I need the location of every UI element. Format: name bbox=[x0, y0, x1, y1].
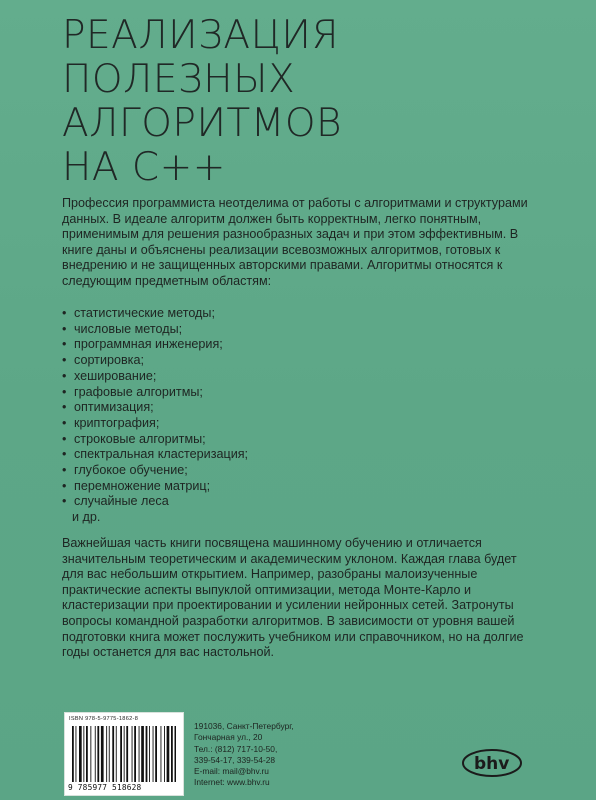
barcode-bar bbox=[72, 726, 74, 782]
barcode-bar bbox=[175, 726, 177, 782]
bullet-icon: • bbox=[62, 306, 67, 320]
bullet-icon: • bbox=[62, 384, 67, 399]
list-item bbox=[62, 369, 362, 385]
list-item-label: числовые методы; bbox=[74, 321, 183, 336]
barcode-bar bbox=[86, 726, 88, 782]
barcode-bar bbox=[171, 726, 173, 782]
barcode-bar bbox=[90, 726, 91, 782]
list-item bbox=[62, 432, 362, 448]
list-item bbox=[62, 400, 362, 416]
list-item bbox=[62, 447, 362, 463]
description-text bbox=[62, 536, 532, 661]
bhv-logo-icon bbox=[462, 738, 524, 778]
isbn-label: ISBN 978-5-9775-1862-8 bbox=[69, 716, 139, 722]
list-item-label: программная инженерия; bbox=[74, 337, 223, 352]
title-line-4: НА C++ bbox=[62, 145, 226, 190]
bullet-icon: • bbox=[62, 400, 67, 415]
bullet-icon: • bbox=[62, 463, 67, 478]
barcode-bar bbox=[76, 726, 77, 782]
barcode-bar bbox=[161, 726, 162, 782]
list-item-label: строковые алгоритмы; bbox=[74, 431, 206, 446]
publisher-contacts bbox=[194, 721, 294, 789]
list-item bbox=[62, 322, 362, 338]
title-line-1: РЕАЛИЗАЦИЯ bbox=[62, 13, 339, 58]
list-item-label: случайные леса bbox=[74, 494, 169, 509]
bullet-icon: • bbox=[62, 431, 67, 446]
bullet-icon: • bbox=[62, 415, 67, 430]
list-item bbox=[62, 463, 362, 479]
list-item-label: оптимизация; bbox=[74, 400, 154, 415]
list-item-label: перемножение матриц; bbox=[74, 478, 211, 493]
barcode-bar bbox=[153, 726, 154, 782]
bullet-icon: • bbox=[62, 368, 67, 383]
list-item-label: статистические методы; bbox=[74, 306, 215, 320]
barcode-digits: 9 785977 518628 bbox=[68, 783, 142, 792]
bullet-icon: • bbox=[62, 478, 67, 493]
barcode-bar bbox=[95, 726, 96, 782]
list-item-label: глубокое обучение; bbox=[74, 463, 188, 478]
barcode-bar bbox=[155, 726, 157, 782]
bullet-icon: • bbox=[62, 321, 67, 336]
list-item bbox=[62, 306, 362, 322]
barcode-bar bbox=[167, 726, 170, 782]
list-item bbox=[62, 337, 362, 353]
subject-areas-list bbox=[62, 306, 362, 526]
list-item-label: криптография; bbox=[74, 415, 160, 430]
list-item bbox=[62, 479, 362, 495]
intro-paragraph: Профессия программиста неотделима от работы с алгоритмами и структурами данных. В идеале алгоритм должен быть корректным, легко понятным, применимым для решения разнообразных задач и при этом эффективным. В книге даны и объяснены реализации всевозможных алгоритмов, готовых к внедрению и не защищенных авторскими правами. Алгоритмы относятся к следующим предметным областям: bbox=[62, 196, 528, 288]
barcode-bar bbox=[141, 726, 144, 782]
bullet-icon: • bbox=[62, 353, 67, 368]
barcode-bar bbox=[124, 726, 125, 782]
list-item-label: спектральная кластеризация; bbox=[74, 447, 249, 462]
list-item bbox=[62, 416, 362, 432]
barcode-bar bbox=[79, 726, 82, 782]
street-line: Гончарная ул., 20 bbox=[194, 732, 263, 743]
barcode-bar bbox=[146, 726, 148, 782]
barcode-bar bbox=[164, 726, 165, 782]
barcode-bar bbox=[132, 726, 133, 782]
barcode-bar bbox=[120, 726, 122, 782]
address-line: 191036, Санкт-Петербург, bbox=[194, 721, 294, 731]
barcode-bar bbox=[134, 726, 136, 782]
website-line: Internet: www.bhv.ru bbox=[194, 777, 270, 788]
list-item-label: сортировка; bbox=[74, 353, 144, 368]
description-paragraph: Важнейшая часть книги посвящена машинному обучению и отличается значительным теоретическим и академическим уклоном. Каждая глава будет для вас небольшим открытием. Например, разобраны малоизученные практические аспекты выпуклой оптимизации, метода Монте-Карло и кластеризации при проектировании и усилении нейронных сетей. Затронуты вопросы командной разработки алгоритмов. В зависимости от уровня вашей подготовки книга может послужить учебником или справочником, но на долгие годы останется для вас настольной. bbox=[62, 536, 524, 660]
barcode-bar bbox=[106, 726, 107, 782]
barcode-bar bbox=[109, 726, 110, 782]
email-line: E-mail: mail@bhv.ru bbox=[194, 766, 269, 777]
title-line-3: АЛГОРИТМОВ bbox=[62, 101, 343, 146]
barcode-bar bbox=[97, 726, 99, 782]
barcode-bar bbox=[101, 726, 104, 782]
list-item-label: графовые алгоритмы; bbox=[74, 384, 203, 399]
barcode-icon bbox=[72, 726, 176, 782]
bullet-icon: • bbox=[62, 494, 67, 509]
list-item bbox=[62, 494, 362, 510]
phone-line-2: 339-54-17, 339-54-28 bbox=[194, 754, 276, 765]
list-item bbox=[62, 385, 362, 401]
intro-text bbox=[62, 196, 532, 290]
barcode-bar bbox=[83, 726, 84, 782]
barcode-bar bbox=[112, 726, 114, 782]
bullet-icon: • bbox=[62, 337, 67, 352]
barcode-bar bbox=[149, 726, 150, 782]
list-tail: и др. bbox=[72, 510, 101, 525]
phone-line: Тел.: (812) 717-10-50, bbox=[194, 743, 278, 754]
book-title bbox=[62, 14, 342, 190]
title-line-2: ПОЛЕЗНЫХ bbox=[62, 57, 296, 102]
barcode-bar bbox=[126, 726, 128, 782]
list-item-label: хеширование; bbox=[74, 368, 157, 383]
barcode-bar bbox=[139, 726, 140, 782]
barcode-block bbox=[64, 712, 184, 796]
list-item bbox=[62, 353, 362, 369]
barcode-bar bbox=[116, 726, 117, 782]
bullet-icon: • bbox=[62, 447, 67, 462]
logo-text: bhv bbox=[474, 754, 510, 774]
